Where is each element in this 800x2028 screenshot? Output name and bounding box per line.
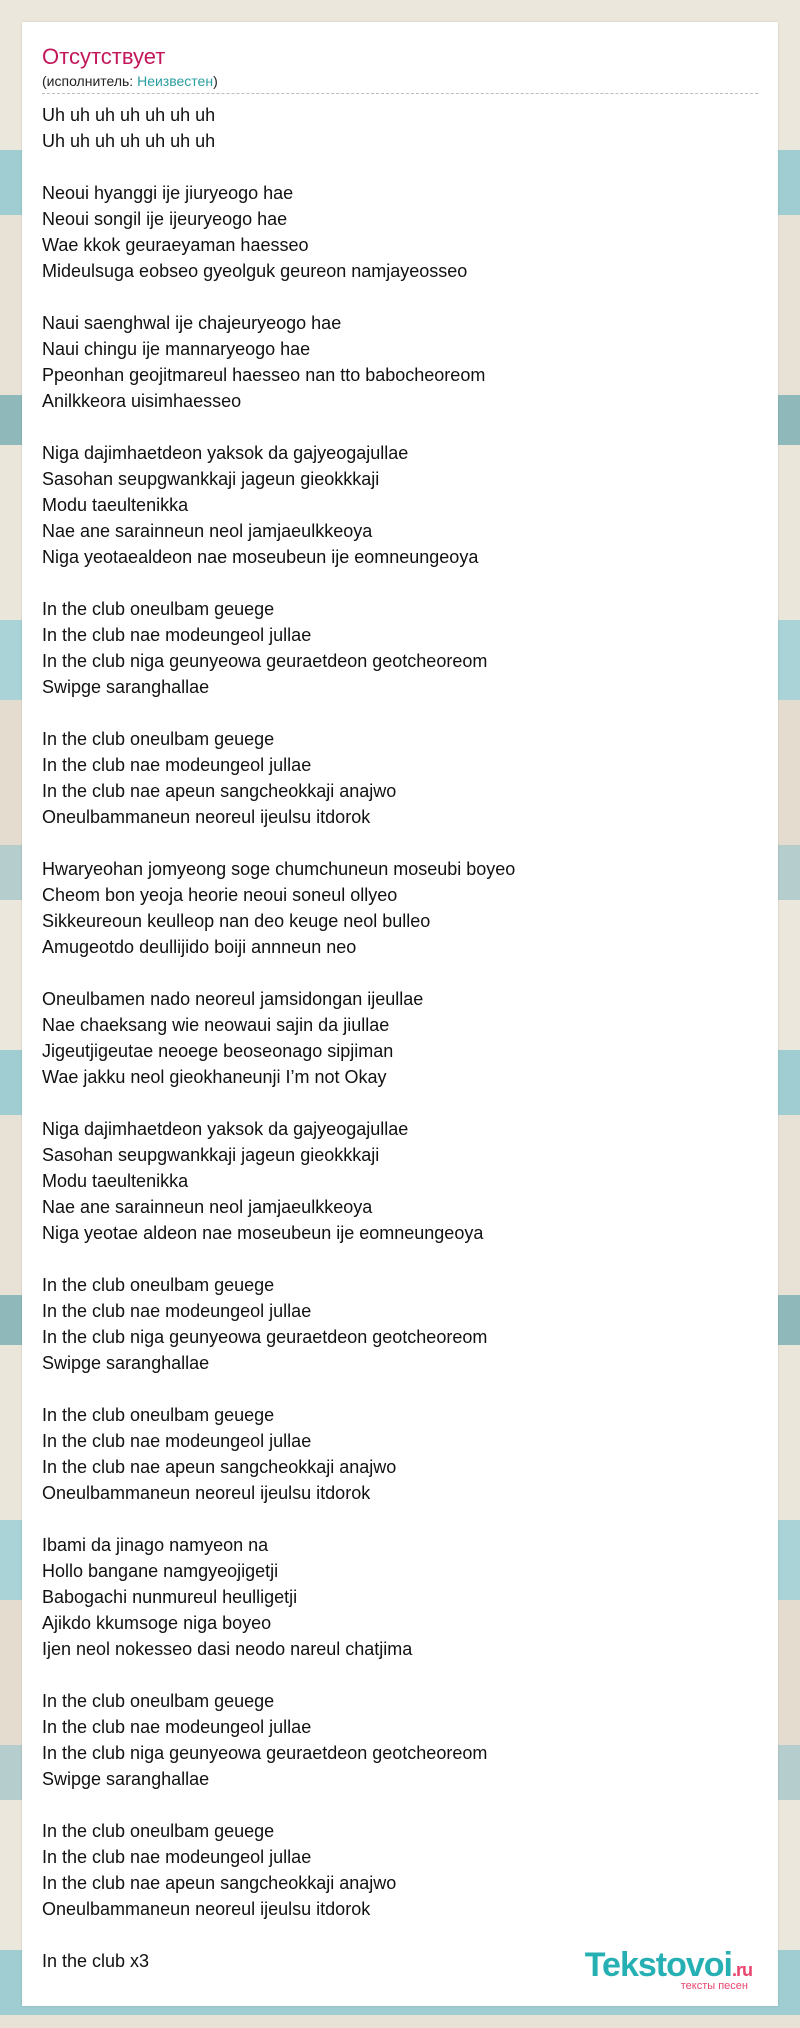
stanza-gap <box>42 700 758 726</box>
stanza-gap <box>42 960 758 986</box>
lyric-line: In the club nae modeungeol jullae <box>42 1431 312 1451</box>
lyric-line: In the club oneulbam geuege <box>42 1821 275 1841</box>
lyric-line: In the club nae modeungeol jullae <box>42 755 312 775</box>
logo-tld: .ru <box>731 1960 752 1980</box>
lyric-line: Oneulbamen nado neoreul jamsidongan ijeullae <box>42 989 424 1009</box>
lyric-line: Oneulbammaneun neoreul ijeulsu itdorok <box>42 1899 371 1919</box>
stanza-gap <box>42 1922 758 1948</box>
stanza-gap <box>42 414 758 440</box>
lyrics-text <box>42 102 758 1974</box>
artist-prefix: (исполнитель: <box>42 73 138 89</box>
lyric-line: In the club oneulbam geuege <box>42 729 275 749</box>
stanza-gap <box>42 1376 758 1402</box>
lyric-line: In the club oneulbam geuege <box>42 1405 275 1425</box>
lyric-line: Nae ane sarainneun neol jamjaeulkkeoya <box>42 521 373 541</box>
lyric-line: Neoui songil ije ijeuryeogo hae <box>42 209 288 229</box>
lyric-line: Ibami da jinago namyeon na <box>42 1535 269 1555</box>
lyric-line: Hollo bangane namgyeojigetji <box>42 1561 279 1581</box>
lyric-line: Uh uh uh uh uh uh uh <box>42 105 216 125</box>
artist-line <box>42 73 758 94</box>
lyric-line: Niga dajimhaetdeon yaksok da gajyeogajullae <box>42 443 409 463</box>
lyric-line: Neoui hyanggi ije jiuryeogo hae <box>42 183 294 203</box>
lyric-line: Anilkkeora uisimhaesseo <box>42 391 242 411</box>
stanza-gap <box>42 830 758 856</box>
stanza-gap <box>42 1662 758 1688</box>
lyric-line: Oneulbammaneun neoreul ijeulsu itdorok <box>42 1483 371 1503</box>
lyric-line: Niga dajimhaetdeon yaksok da gajyeogajullae <box>42 1119 409 1139</box>
lyric-line: Modu taeultenikka <box>42 495 189 515</box>
lyric-line: Nae chaeksang wie neowaui sajin da jiullae <box>42 1015 390 1035</box>
lyric-line: Amugeotdo deullijido boiji annneun neo <box>42 937 357 957</box>
lyric-line: Swipge saranghallae <box>42 677 210 697</box>
lyric-line: In the club oneulbam geuege <box>42 1275 275 1295</box>
stanza-gap <box>42 1090 758 1116</box>
lyric-line: Naui saenghwal ije chajeuryeogo hae <box>42 313 342 333</box>
lyric-line: Hwaryeohan jomyeong soge chumchuneun moseubi boyeo <box>42 859 516 879</box>
lyric-line: Ppeonhan geojitmareul haesseo nan tto babocheoreom <box>42 365 486 385</box>
lyric-line: Oneulbammaneun neoreul ijeulsu itdorok <box>42 807 371 827</box>
lyric-line: Niga yeotaealdeon nae moseubeun ije eomneungeoya <box>42 547 479 567</box>
lyric-line: Modu taeultenikka <box>42 1171 189 1191</box>
lyric-line: Sikkeureoun keulleop nan deo keuge neol bulleo <box>42 911 431 931</box>
lyric-line: In the club nae apeun sangcheokkaji anajwo <box>42 781 397 801</box>
lyric-line: Swipge saranghallae <box>42 1353 210 1373</box>
lyric-line: Babogachi nunmureul heulligetji <box>42 1587 298 1607</box>
lyric-line: In the club nae modeungeol jullae <box>42 625 312 645</box>
lyric-line: In the club nae apeun sangcheokkaji anajwo <box>42 1457 397 1477</box>
lyric-line: Wae jakku neol gieokhaneunji I’m not Okay <box>42 1067 387 1087</box>
stanza-gap <box>42 570 758 596</box>
lyric-line: Nae ane sarainneun neol jamjaeulkkeoya <box>42 1197 373 1217</box>
lyric-line: Sasohan seupgwankkaji jageun gieokkkaji <box>42 1145 380 1165</box>
lyric-line: In the club oneulbam geuege <box>42 1691 275 1711</box>
lyric-line: Cheom bon yeoja heorie neoui soneul ollyeo <box>42 885 398 905</box>
lyric-line: In the club x3 <box>42 1951 150 1971</box>
site-logo[interactable] <box>542 1946 752 1992</box>
lyric-line: In the club niga geunyeowa geuraetdeon geotcheoreom <box>42 651 488 671</box>
lyric-line: Naui chingu ije mannaryeogo hae <box>42 339 311 359</box>
artist-suffix: ) <box>213 73 218 89</box>
logo-tagline: тексты песен <box>680 1980 748 1992</box>
lyric-line: In the club nae modeungeol jullae <box>42 1847 312 1867</box>
logo-name: Tekstovoi <box>584 1946 732 1984</box>
lyric-line: Ijen neol nokesseo dasi neodo nareul chatjima <box>42 1639 413 1659</box>
lyric-line: In the club nae modeungeol jullae <box>42 1717 312 1737</box>
stanza-gap <box>42 1506 758 1532</box>
lyric-line: Jigeutjigeutae neoege beoseonago sipjiman <box>42 1041 394 1061</box>
lyric-line: In the club oneulbam geuege <box>42 599 275 619</box>
stanza-gap <box>42 154 758 180</box>
lyric-line: Wae kkok geuraeyaman haesseo <box>42 235 309 255</box>
lyrics-card <box>22 22 778 2006</box>
lyric-line: In the club nae apeun sangcheokkaji anajwo <box>42 1873 397 1893</box>
song-title: Отсутствует <box>42 44 166 69</box>
stanza-gap <box>42 1246 758 1272</box>
lyric-line: Mideulsuga eobseo gyeolguk geureon namjayeosseo <box>42 261 468 281</box>
lyric-line: Swipge saranghallae <box>42 1769 210 1789</box>
stanza-gap <box>42 1792 758 1818</box>
lyric-line: Niga yeotae aldeon nae moseubeun ije eomneungeoya <box>42 1223 484 1243</box>
lyric-line: Uh uh uh uh uh uh uh <box>42 131 216 151</box>
lyric-line: In the club niga geunyeowa geuraetdeon geotcheoreom <box>42 1327 488 1347</box>
artist-link[interactable]: Неизвестен <box>137 73 214 89</box>
lyric-line: Sasohan seupgwankkaji jageun gieokkkaji <box>42 469 380 489</box>
lyric-line: In the club niga geunyeowa geuraetdeon geotcheoreom <box>42 1743 488 1763</box>
stanza-gap <box>42 284 758 310</box>
lyric-line: Ajikdo kkumsoge niga boyeo <box>42 1613 272 1633</box>
lyric-line: In the club nae modeungeol jullae <box>42 1301 312 1321</box>
